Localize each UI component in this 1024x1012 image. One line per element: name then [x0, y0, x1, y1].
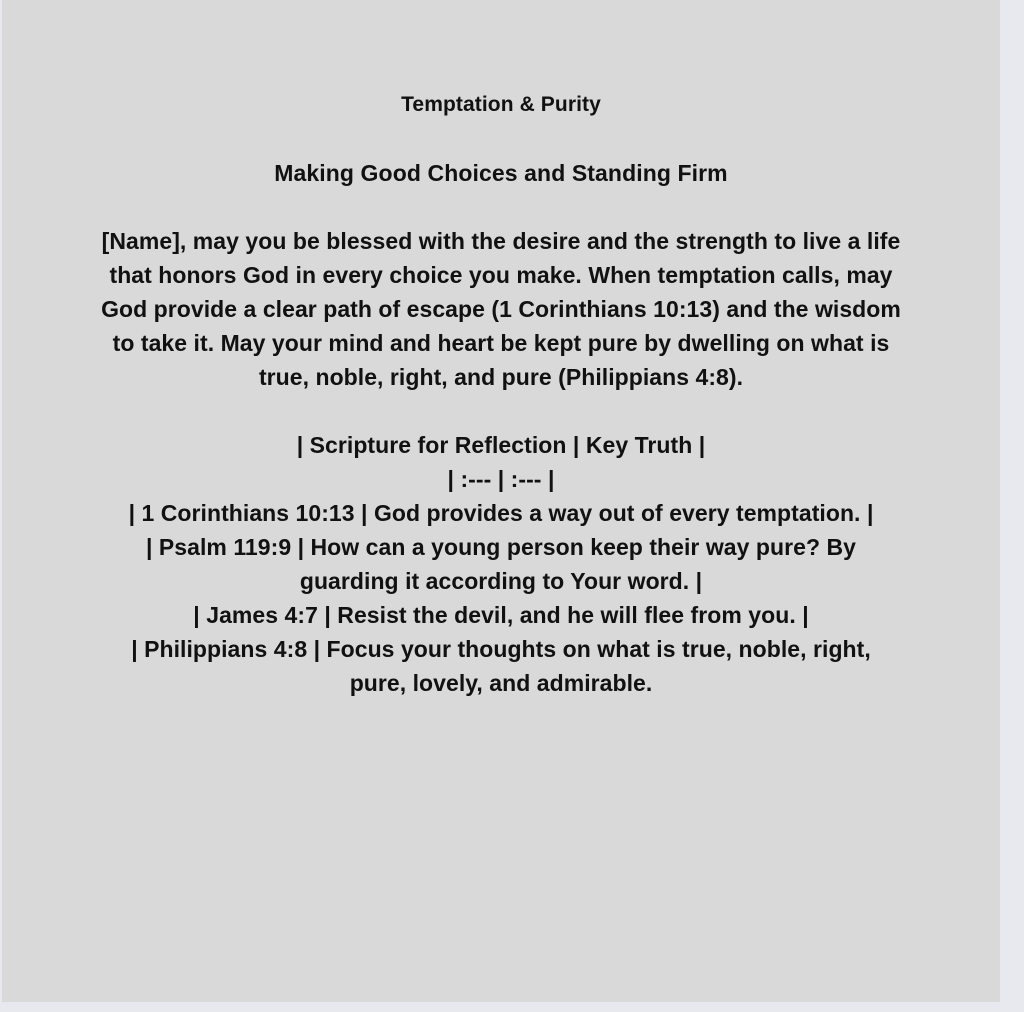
table-row: | James 4:7 | Resist the devil, and he will flee from you. |	[193, 602, 809, 628]
document-canvas	[2, 0, 1000, 1002]
scripture-table	[101, 428, 901, 700]
table-row: | Philippians 4:8 | Focus your thoughts on what is true, noble, right, pure, lovely, and admirable.	[131, 636, 871, 696]
table-header-row: | Scripture for Reflection | Key Truth |	[296, 432, 706, 458]
page-title: Temptation & Purity	[401, 93, 601, 116]
table-separator-row: | :--- | :--- |	[447, 466, 555, 492]
table-row: | Psalm 119:9 | How can a young person keep their way pure? By guarding it according to Your word. |	[145, 534, 857, 594]
table-row: | 1 Corinthians 10:13 | God provides a way out of every temptation. |	[128, 500, 874, 526]
blessing-paragraph: [Name], may you be blessed with the desire and the strength to live a life that honors God in every choice you make. When temptation calls, may God provide a clear path of escape (1 Corinthians 10:13) and the wisdom to take it. May your mind and heart be kept pure by dwelling on what is true, noble, right, and pure (Philippians 4:8).	[101, 228, 901, 390]
document-body	[2, 0, 1000, 700]
page-subtitle: Making Good Choices and Standing Firm	[274, 160, 728, 186]
